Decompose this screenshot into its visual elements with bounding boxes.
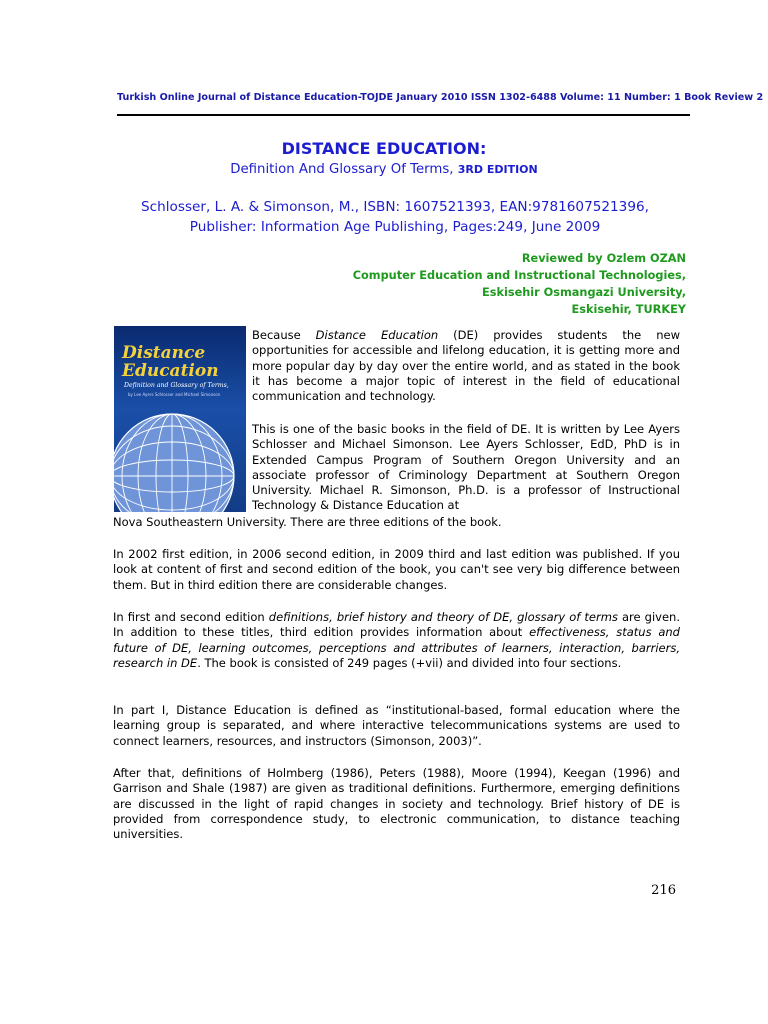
paragraph-4-part-a: In first and second edition [113,610,269,624]
paragraph-3 [113,547,680,593]
paragraph-2-bottom [113,515,680,530]
paragraph-4-part-c: are given. In addition to these titles, third edition provides information about [113,610,681,640]
paragraph-4-part-e: . The book is consisted of 249 pages (+vii) and divided into four sections. [197,655,622,670]
reviewer-university: Eskisehir Osmangazi University, [482,286,686,299]
journal-header: Turkish Online Journal of Distance Education-TOJDE January 2010 ISSN 1302-6488 Volume: 11 Number: 1 Book Review 2 [117,92,764,103]
cover-title [122,344,219,380]
paragraph-4 [113,610,680,671]
page-subtitle [0,162,768,177]
paragraph-1-part-a: Because [252,328,316,342]
cover-title-line-2: Education [122,361,219,381]
book-cover-image [114,326,246,512]
paragraph-3-text: In 2002 first edition, in 2006 second edition, in 2009 third and last edition was published. If you look at content of first and second edition of the book, you can't see very big difference between them. But in third edition there are considerable changes. [113,547,680,592]
subtitle-edition: 3RD EDITION [457,163,538,176]
page-number: 216 [651,883,676,898]
paragraph-4-italic-1: definitions, brief history and theory of DE, glossary of terms [268,610,618,624]
cover-authors: by Lee Ayers Schlosser and Michael Simonson [128,392,221,397]
cover-title-line-1: Distance [122,343,206,363]
paragraph-6-text: After that, definitions of Holmberg (1986), Peters (1988), Moore (1994), Keegan (1996) and Garrison and Shale (1987) are given as traditional definitions. Furthermore, emerging definitions are discussed in the light of rapid changes in society and technology. Brief history of DE is provided from correspondence study, to electronic communication, to distance teaching universities. [113,766,680,842]
publication-info [100,197,690,237]
paragraph-1-part-c: (DE) provides students the new opportunities for accessible and lifelong education, it is getting more and more popular day by day over the entire world, and as stated in the book it has become a major topic of interest in the field of educational communication and technology. [252,328,680,404]
publication-line-2: Publisher: Information Age Publishing, Pages:249, June 2009 [189,219,601,235]
page-title: DISTANCE EDUCATION: [281,139,487,158]
paragraph-4-italic-2: effectiveness, status and future of DE, learning outcomes, perceptions and attributes of learners, interaction, barriers, research in DE [113,625,680,670]
paragraph-1-italic: Distance Education [315,328,439,342]
reviewer-name: Reviewed by Ozlem OZAN [521,252,686,265]
paragraph-5-text: In part I, Distance Education is defined as “institutional-based, formal education where the learning group is separated, and where interactive telecommunications systems are used to connect learners, resources, and instructors (Simonson, 2003)”. [113,703,680,748]
paragraph-1 [252,328,680,404]
paragraph-2-top [252,422,680,514]
paragraph-2-bottom-text: Nova Southeastern University. There are three editions of the book. [113,515,502,529]
paragraph-6 [113,766,680,842]
reviewer-block [353,250,686,318]
publication-line-1: Schlosser, L. A. & Simonson, M., ISBN: 1607521393, EAN:9781607521396, [141,199,649,215]
subtitle-text: Definition And Glossary Of Terms, [230,162,458,177]
paragraph-2-top-text: This is one of the basic books in the field of DE. It is written by Lee Ayers Schlosser and Michael Simonson. Lee Ayers Schlosser, EdD, PhD is in Extended Campus Program of Southern Oregon University and an associate professor of Criminology Department at Southern Oregon University. Michael R. Simonson, Ph.D. is a professor of Instructional Technology & Distance Education at [252,422,680,513]
reviewer-department: Computer Education and Instructional Technologies, [352,269,686,282]
cover-subtitle: Definition and Glossary of Terms, [124,382,229,389]
paragraph-5 [113,703,680,749]
header-rule [117,114,690,116]
reviewer-location: Eskisehir, TURKEY [571,303,686,316]
